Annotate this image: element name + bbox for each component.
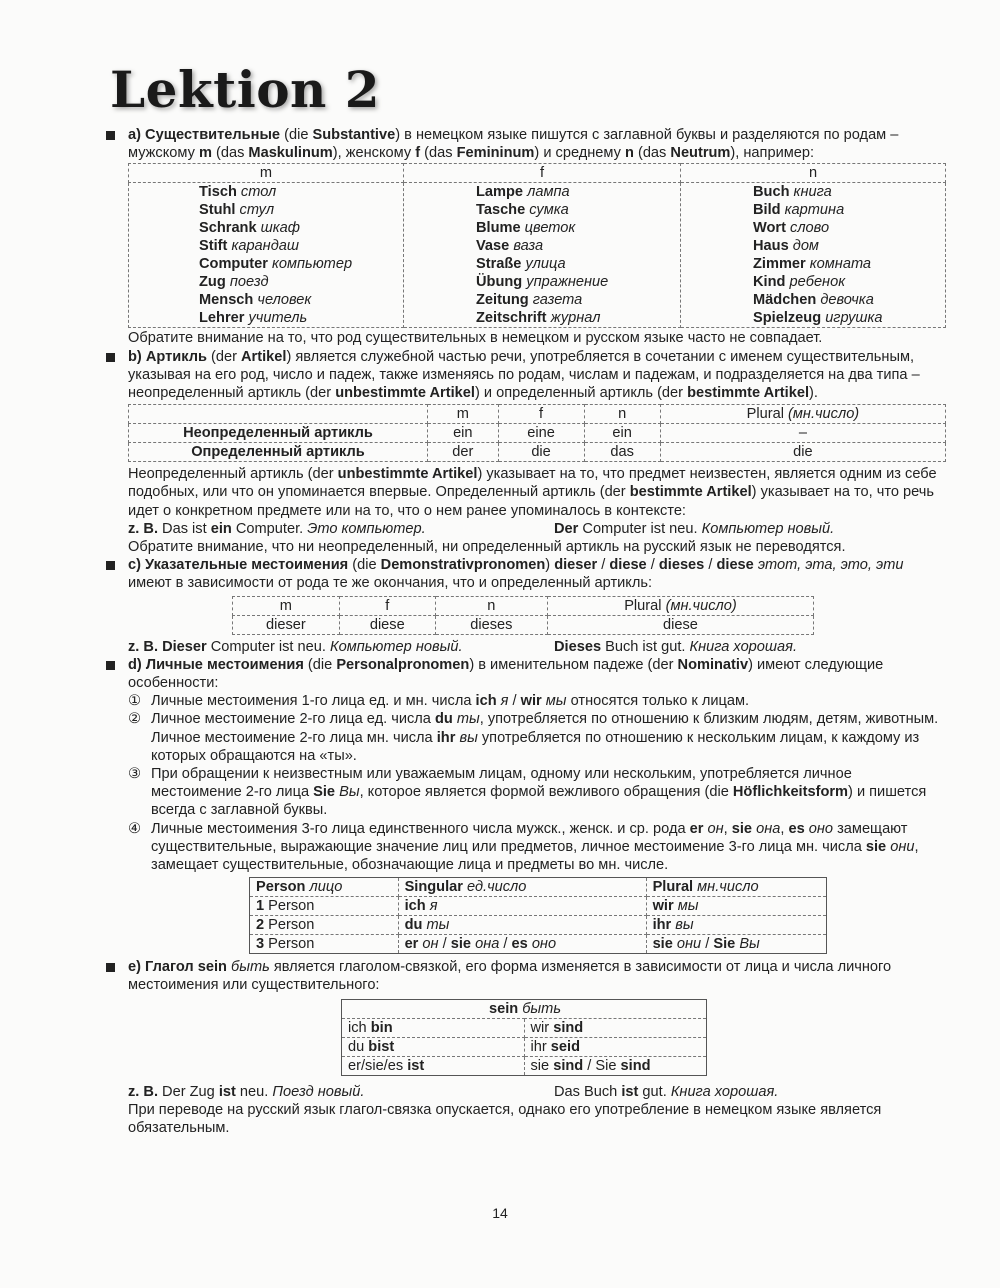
table-row: 3 Person er он / sie она / es оно sie они / Sie Вы [250,935,827,954]
table-body-row [129,183,946,328]
square-bullet-icon [106,963,115,972]
table-header: f [339,596,435,615]
section-a-note: Обратите внимание на то, что род существительных в немецком и русском языке часто не совпадает. [128,330,823,347]
table-header: f [404,164,681,183]
lesson-title: Lektion 2 [110,60,381,119]
circled-two-icon: ② [128,711,142,728]
circled-four-icon: ④ [128,820,142,837]
page-number: 14 [492,1205,508,1221]
circled-three-icon: ③ [128,766,142,783]
table-row: du bist ihr seid [342,1037,707,1056]
section-d [106,656,946,692]
section-a-text: a) Существительные (die Substantive) в немецком языке пишутся с заглавной буквы и разделяются по родам – мужскому m (das Maskulinum), женскому f (das Femininum) и среднему n (das Neutrum), например: [128,127,899,162]
table-header: n [681,164,946,183]
square-bullet-icon [106,661,115,670]
section-c [106,556,946,592]
table-row: 1 Person ich я wir мы [250,897,827,916]
section-b [106,348,946,403]
table-header: Plural (мн.число) [547,596,813,615]
masculine-nouns-cell: Tisch стол Stuhl стул Schrank шкаф Stift карандаш Computer компьютер Zug поезд Mensch человек Lehrer учитель [129,183,404,328]
section-c-text: c) Указательные местоимения (die Demonstrativpronomen) dieser / diese / dieses / diese этот, эта, это, эти имеют в зависимости от рода те же окончания, что и определенный артикль: [128,557,904,592]
table-header-row [342,999,707,1018]
personal-pronouns-table [249,877,827,954]
circled-one-icon: ① [128,693,142,710]
table-header: Singular ед.число [398,878,646,897]
table-row: Неопределенный артикль ein eine ein – [129,424,946,443]
table-header: n [435,596,547,615]
table-header: Plural мн.число [646,878,826,897]
table-header-row [233,596,814,615]
demonstrative-table [232,596,814,635]
table-header: m [129,164,404,183]
table-row: 2 Person du ты ihr вы [250,916,827,935]
table-row: Определенный артикль der die das die [129,443,946,462]
table-header: m [428,405,499,424]
list-item: ① Личные местоимения 1-го лица ед. и мн. числа ich я / wir мы относятся только к лицам. [128,693,750,710]
table-header: f [498,405,584,424]
section-e-text: e) Глагол sein быть является глаголом-связкой, его форма изменяется в зависимости от лица и числа личного местоимения или существительного: [128,959,892,994]
table-header-row [129,164,946,183]
table-header: Person лицо [250,878,399,897]
table-header: n [584,405,660,424]
section-b-note: Обратите внимание, что ни неопределенный, ни определенный артикль на русский язык не переводятся. [128,539,846,556]
section-e [106,958,946,994]
table-header-row [250,878,827,897]
list-item: ④ Личные местоимения 3-го лица единственного числа мужск., женск. и ср. рода er он, sie она, es оно замещают существительные, выражающие значение лиц или предметов, личное местоимение 3-го лица мн. числа sie они, замещает существительные, обозначающие лица и предметы во мн. числе. [128,820,919,874]
section-c-example: z. B. Dieser Computer ist neu. Компьютер новый. Dieses Buch ist gut. Книга хорошая. [128,638,797,655]
list-item: ② Личное местоимение 2-го лица ед. числа du ты, употребляется по отношению к близким людям, детям, животным. Личное местоимение 2-го лица мн. числа ihr вы употребляется по отношению к нескольким лицам, к каждому из которых обращаются на «ты». [128,711,939,764]
section-e-note: При переводе на русский язык глагол-связка опускается, однако его употребление в немецком языке является обязательным. [128,1101,882,1137]
articles-table [128,404,946,462]
section-b-text: b) Артикль (der Artikel) является служебной частью речи, употребляется в сочетании с именем существительным, указывая на его род, число и падеж, также изменяясь по родам, числам и падежам, и подразделяется на два типа – неопределенный артикль (der unbestimmte Artikel) и определенный артикль (der bestimmte Artikel). [128,348,920,402]
section-b-example: z. B. Das ist ein Computer. Это компьютер. Der Computer ist neu. Компьютер новый. [128,520,835,537]
neuter-nouns-cell: Buch книга Bild картина Wort слово Haus дом Zimmer комната Kind ребенок Mädchen девочка Spielzeug игрушка [681,183,946,328]
square-bullet-icon [106,353,115,362]
table-header: m [233,596,340,615]
table-header-row [129,405,946,424]
table-row: er/sie/es ist sie sind / Sie sind [342,1056,707,1075]
content [106,126,946,1137]
section-e-example: z. B. Der Zug ist neu. Поезд новый. Das Buch ist gut. Книга хорошая. [128,1083,779,1100]
table-header: sein быть [342,999,707,1018]
table-row: ich bin wir sind [342,1018,707,1037]
sein-conjugation-table [341,999,707,1076]
table-row: dieser diese dieses diese [233,615,814,634]
section-a [106,126,946,162]
square-bullet-icon [106,131,115,140]
section-d-text: d) Личные местоимения (die Personalpronomen) в именительном падеже (der Nominativ) имеют следующие особенности: [128,656,884,692]
square-bullet-icon [106,561,115,570]
gender-nouns-table [128,163,946,328]
list-item: ③ При обращении к неизвестным или уважаемым лицам, одному или нескольким, употребляется личное местоимение 2-го лица Sie Вы, которое является формой вежливого обращения (die Höflichkeitsform) и пишется всегда с заглавной буквы. [128,766,927,819]
table-header: Plural (мн.число) [660,405,945,424]
feminine-nouns-cell: Lampe лампа Tasche сумка Blume цветок Vase ваза Straße улица Übung упражнение Zeitung газета Zeitschrift журнал [404,183,681,328]
section-b-paragraph: Неопределенный артикль (der unbestimmte Artikel) указывает на то, что предмет неизвестен, является одним из себе подобных, или что он упоминается впервые. Определенный артикль (der bestimmte Artikel) указывает на то, что речь идет о конкретном предмете или на то, что о нем ранее упоминалось в контексте: [128,466,937,519]
